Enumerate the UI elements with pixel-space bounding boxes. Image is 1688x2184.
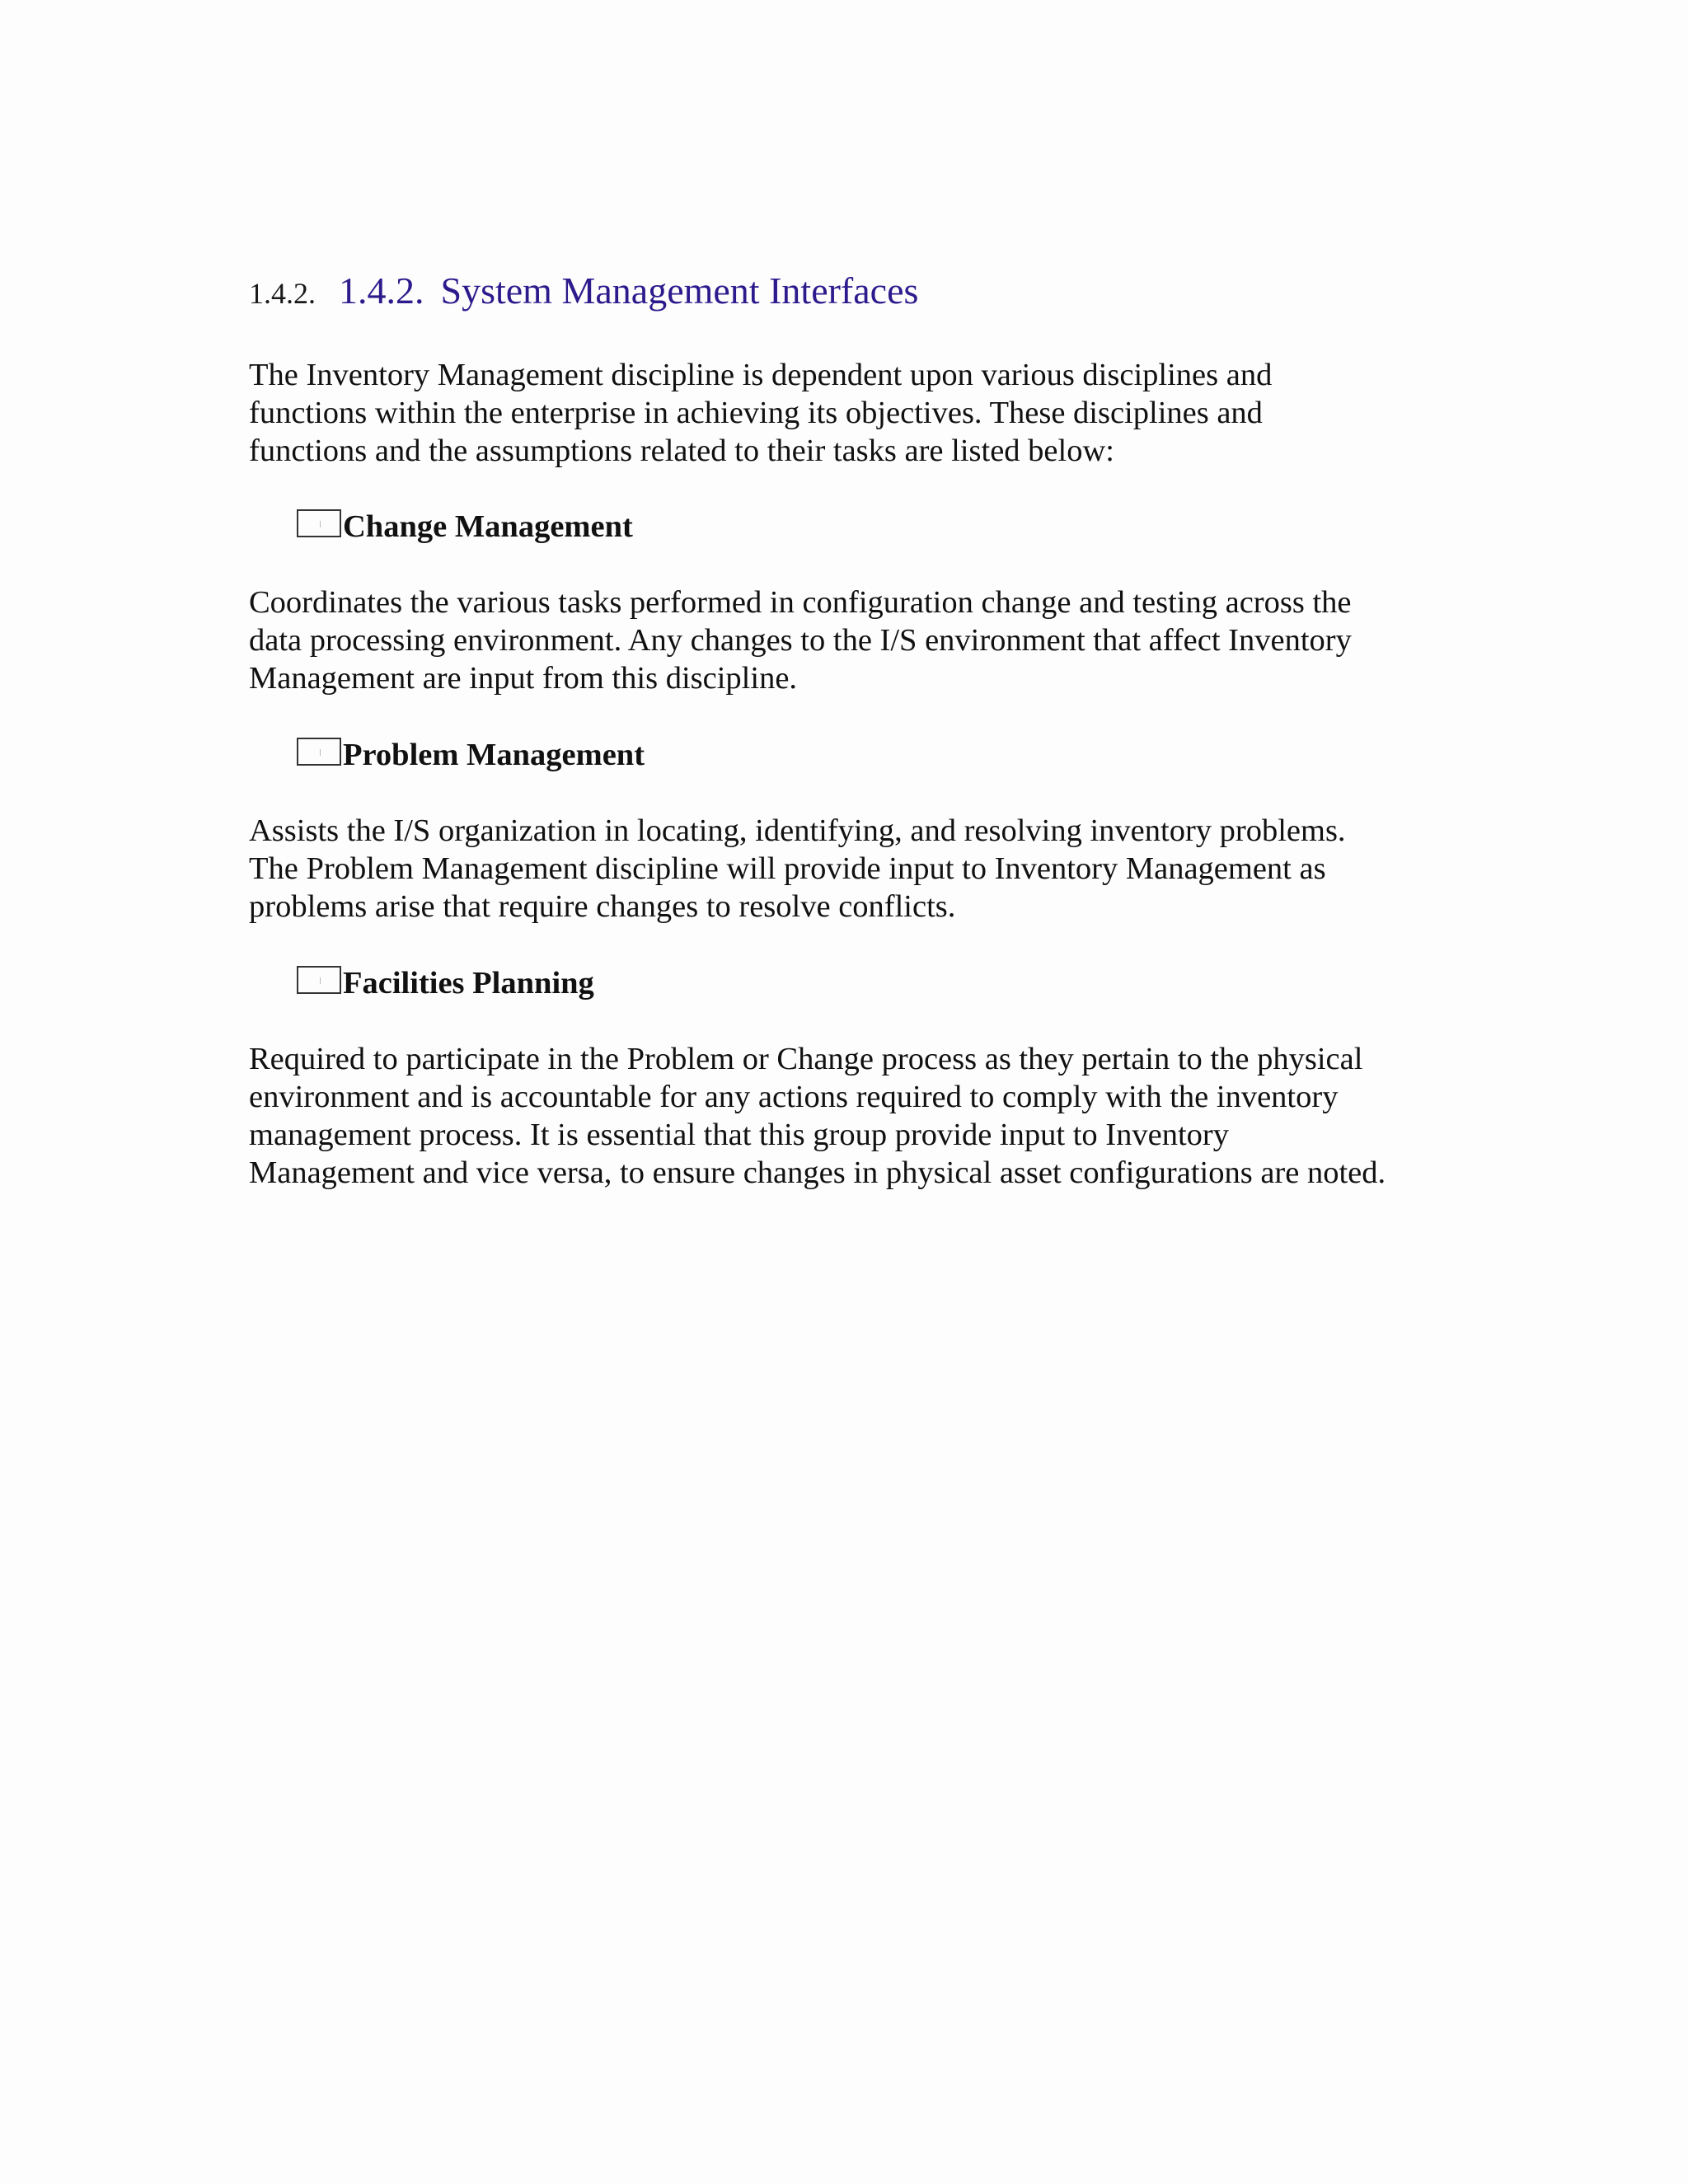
item-heading: Change Management: [343, 509, 633, 544]
item-description: Required to participate in the Problem or Change process as they pertain to the physical environment and is accountable for any actions required to comply with the inventory management process. It is essential that this group provide input to Inventory Management and vice versa, to ensure changes in physical asset configurations are noted.: [249, 1042, 1386, 1190]
list-item-problem-management: [297, 739, 645, 771]
bullet-box-icon: [297, 509, 341, 537]
section-number: 1.4.2.: [339, 269, 424, 312]
list-item-change-management: [297, 511, 633, 543]
bullet-box-icon: [297, 738, 341, 766]
section-title: System Management Interfaces: [440, 269, 919, 312]
section-number-prefix: 1.4.2.: [249, 277, 316, 310]
intro-paragraph: The Inventory Management discipline is dependent upon various disciplines and functions within the enterprise in achieving its objectives. These disciplines and functions and the assumptions related to their tasks are listed below:: [249, 358, 1273, 468]
bullet-box-icon: [297, 966, 341, 994]
list-item-facilities-planning: [297, 968, 594, 1000]
item-description: Coordinates the various tasks performed in configuration change and testing across the data processing environment. Any changes to the I/S environment that affect Inventory Management are input from this discipline.: [249, 585, 1352, 696]
item-description: Assists the I/S organization in locating, identifying, and resolving inventory problems. The Problem Management discipline will provide input to Inventory Management as problems arise that require changes to resolve conflicts.: [249, 813, 1346, 924]
item-heading: Problem Management: [343, 738, 645, 772]
item-heading: Facilities Planning: [343, 966, 594, 1001]
section-heading: [249, 269, 919, 312]
